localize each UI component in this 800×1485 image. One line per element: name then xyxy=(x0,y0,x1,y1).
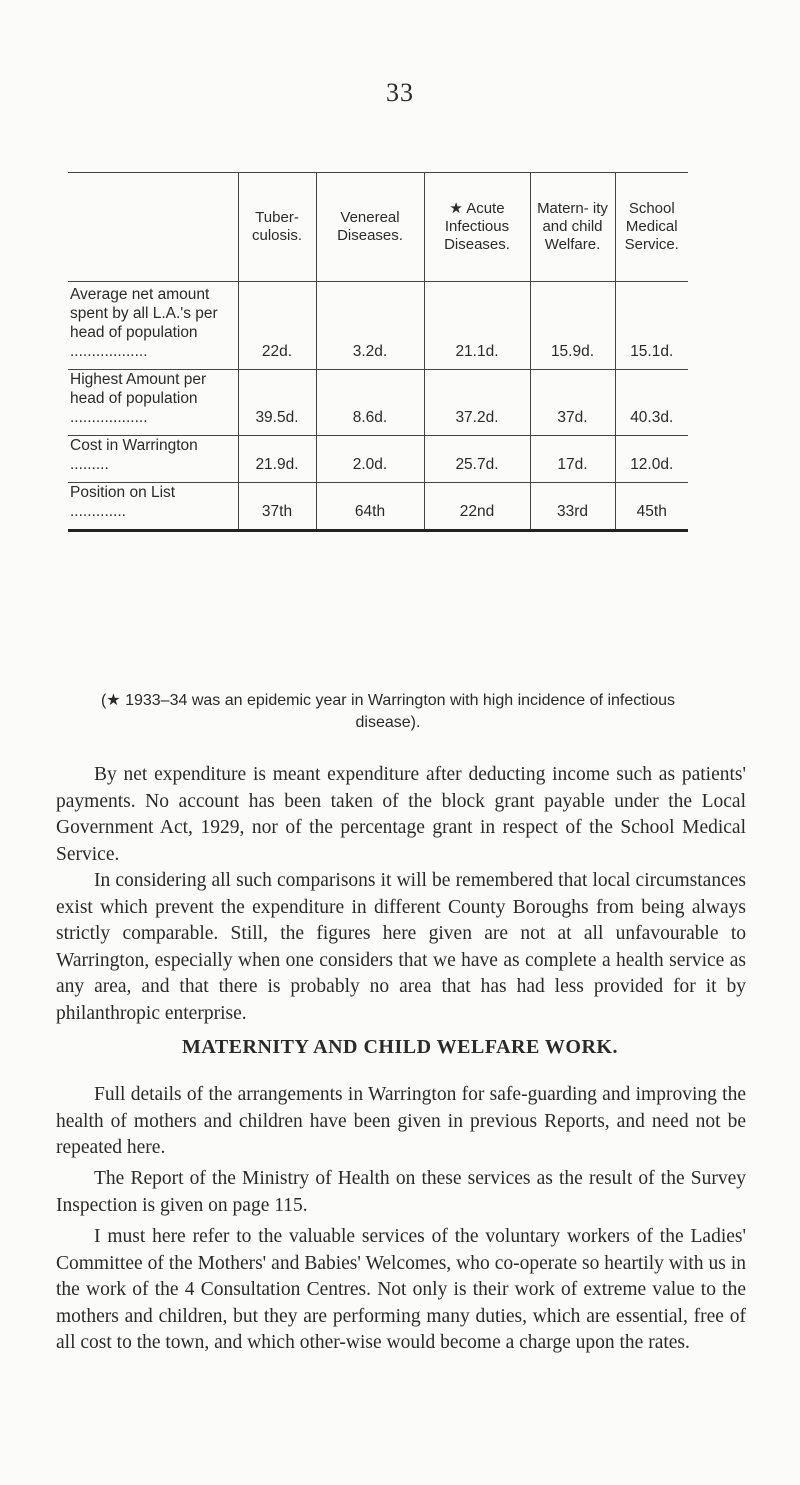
table-cell: 8.6d. xyxy=(316,370,424,436)
table-cell: 25.7d. xyxy=(424,436,530,483)
table-cell: 64th xyxy=(316,483,424,531)
table-cell: 15.9d. xyxy=(530,282,615,370)
paragraph-voluntary-workers: I must here refer to the valuable services of the voluntary workers of the Ladies' Committee of the Mothers' and Babies' Welcomes, who co-operate so heartily with us in the work of the 4 Consultation Centres. Not only is their work of extreme value to the mothers and children, but they are performing many duties, which are essential, free of all cost to the town, and which other-wise would become a charge upon the rates. xyxy=(56,1226,746,1353)
column-header: Matern- ity and child Welfare. xyxy=(530,173,615,282)
table-cell: 3.2d. xyxy=(316,282,424,370)
column-header: Tuber- culosis. xyxy=(238,173,316,282)
table-row xyxy=(68,483,688,531)
page-number: 33 xyxy=(386,78,414,107)
row-label: Cost in Warrington ......... xyxy=(70,437,198,473)
table-cell: 12.0d. xyxy=(615,436,688,483)
column-header xyxy=(68,173,238,282)
table-cell: 37d. xyxy=(530,370,615,436)
table-cell: 2.0d. xyxy=(316,436,424,483)
expenditure-table xyxy=(68,172,688,532)
table-cell: 22d. xyxy=(238,282,316,370)
table-cell: 39.5d. xyxy=(238,370,316,436)
table-cell: 37.2d. xyxy=(424,370,530,436)
table-cell: 22nd xyxy=(424,483,530,531)
table-cell: 45th xyxy=(615,483,688,531)
row-label: Highest Amount per head of population .................. xyxy=(70,371,207,426)
table-cell: 21.1d. xyxy=(424,282,530,370)
row-label: Position on List ............. xyxy=(70,484,176,520)
table-row xyxy=(68,282,688,370)
footnote: (★ 1933–34 was an epidemic year in Warrington with high incidence of infectious disease). xyxy=(100,692,676,731)
table-cell: 40.3d. xyxy=(615,370,688,436)
row-label: Average net amount spent by all L.A.'s per head of population .................. xyxy=(70,286,218,360)
section-heading: MATERNITY AND CHILD WELFARE WORK. xyxy=(182,1036,618,1058)
table-row xyxy=(68,370,688,436)
table-cell: 37th xyxy=(238,483,316,531)
column-header: Venereal Diseases. xyxy=(316,173,424,282)
table-cell: 21.9d. xyxy=(238,436,316,483)
column-header: School Medical Service. xyxy=(615,173,688,282)
paragraph-net-expenditure: By net expenditure is meant expenditure after deducting income such as patients' payments. No account has been taken of the block grant payable under the Local Government Act, 1929, nor of the percentage grant in respect of the School Medical Service. xyxy=(56,764,746,865)
table-header-row xyxy=(68,173,688,282)
table-row xyxy=(68,436,688,483)
column-header: ★ Acute Infectious Diseases. xyxy=(424,173,530,282)
table-cell: 17d. xyxy=(530,436,615,483)
paragraph-ministry-report: The Report of the Ministry of Health on these services as the result of the Survey Inspection is given on page 115. xyxy=(56,1168,746,1216)
paragraph-full-details: Full details of the arrangements in Warrington for safe-guarding and improving the health of mothers and children have been given in previous Reports, and need not be repeated here. xyxy=(56,1084,746,1158)
table-cell: 15.1d. xyxy=(615,282,688,370)
table-cell: 33rd xyxy=(530,483,615,531)
paragraph-comparisons: In considering all such comparisons it will be remembered that local circumstances exist which prevent the expenditure in different County Boroughs from being always strictly comparable. Still, the figures here given are not at all unfavourable to Warrington, especially when one considers that we have as complete a health service as any area, and that there is probably no area that has had less provided for it by philanthropic enterprise. xyxy=(56,870,746,1024)
